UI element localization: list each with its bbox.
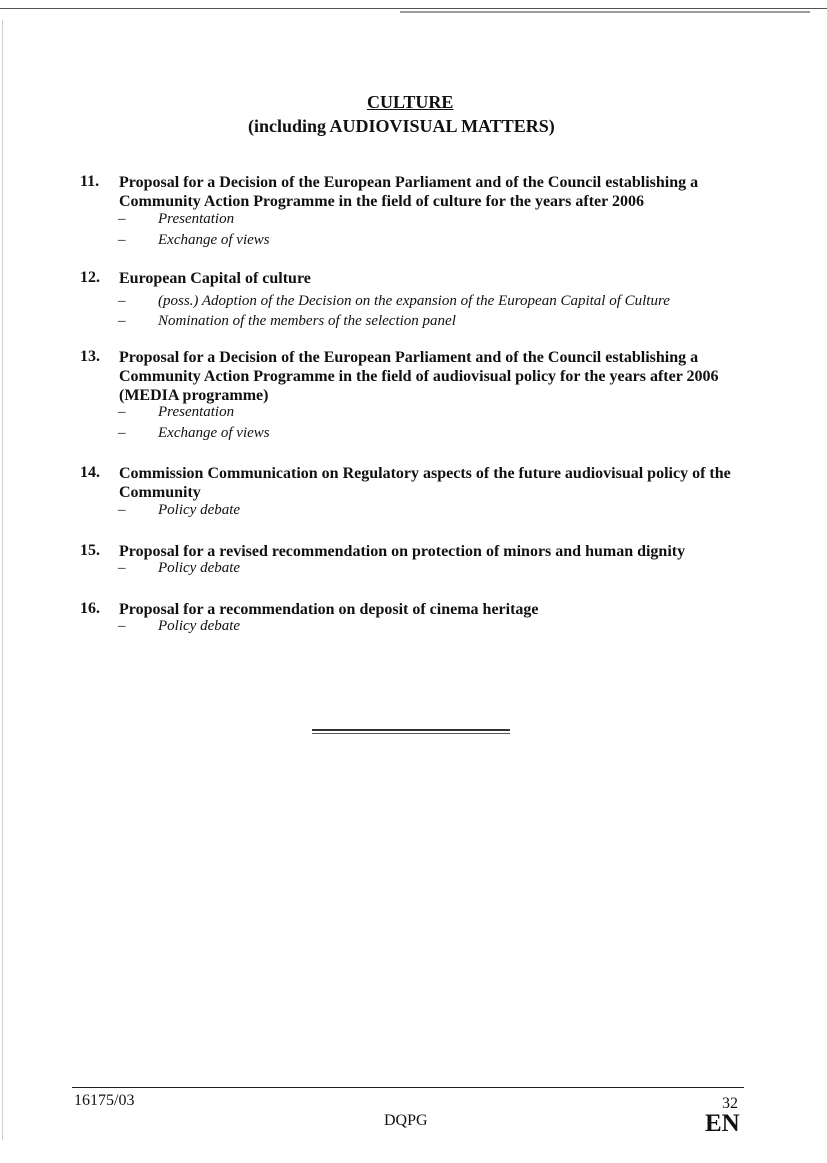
sub-item-text: Presentation [158, 211, 235, 227]
department-code: DQPG [384, 1112, 428, 1129]
dash: – [118, 560, 126, 576]
page-subheading: (including AUDIOVISUAL MATTERS) [248, 116, 555, 136]
dash: – [118, 618, 126, 634]
item-number: 16. [80, 600, 100, 617]
top-border-line-secondary [400, 11, 810, 13]
sub-item-text: Policy debate [158, 618, 241, 634]
dash: – [118, 293, 126, 309]
footer-divider [72, 1087, 744, 1088]
item-title: Proposal for a Decision of the European Parliament and of the Council establishing a Community Action Programme in the field of audiovisual policy for the years after 2006 (MEDIA programme) [119, 349, 719, 404]
sub-item-text: Policy debate [158, 560, 241, 576]
item-number: 15. [80, 542, 100, 559]
item-title: Proposal for a recommendation on deposit of cinema heritage [119, 601, 539, 618]
sub-item-text: (poss.) Adoption of the Decision on the expansion of the European Capital of Culture [158, 293, 670, 309]
end-of-section-rule-secondary [312, 733, 510, 734]
item-number: 11. [80, 173, 100, 190]
document-number: 16175/03 [74, 1092, 135, 1109]
sub-item-text: Presentation [158, 404, 235, 420]
dash: – [118, 232, 126, 248]
item-number: 13. [80, 348, 100, 365]
item-title: Proposal for a revised recommendation on protection of minors and human dignity [119, 543, 686, 560]
dash: – [118, 404, 126, 420]
top-border-line [0, 8, 827, 9]
item-title: European Capital of culture [119, 270, 311, 287]
dash: – [118, 211, 126, 227]
item-number: 12. [80, 269, 100, 286]
sub-item-text: Exchange of views [158, 232, 270, 248]
sub-item-text: Nomination of the members of the selection panel [158, 313, 456, 329]
item-title: Proposal for a Decision of the European Parliament and of the Council establishing a Community Action Programme in the field of culture for the years after 2006 [119, 174, 699, 210]
item-title: Commission Communication on Regulatory aspects of the future audiovisual policy of the Community [119, 465, 731, 501]
dash: – [118, 313, 126, 329]
page-heading: CULTURE [367, 92, 454, 112]
end-of-section-rule [312, 729, 510, 731]
sub-item-text: Policy debate [158, 502, 241, 518]
page-number: 32 [722, 1095, 738, 1112]
dash: – [118, 425, 126, 441]
language-code: EN [705, 1110, 740, 1137]
sub-item-text: Exchange of views [158, 425, 270, 441]
item-number: 14. [80, 464, 100, 481]
left-edge-line [2, 20, 3, 1140]
dash: – [118, 502, 126, 518]
